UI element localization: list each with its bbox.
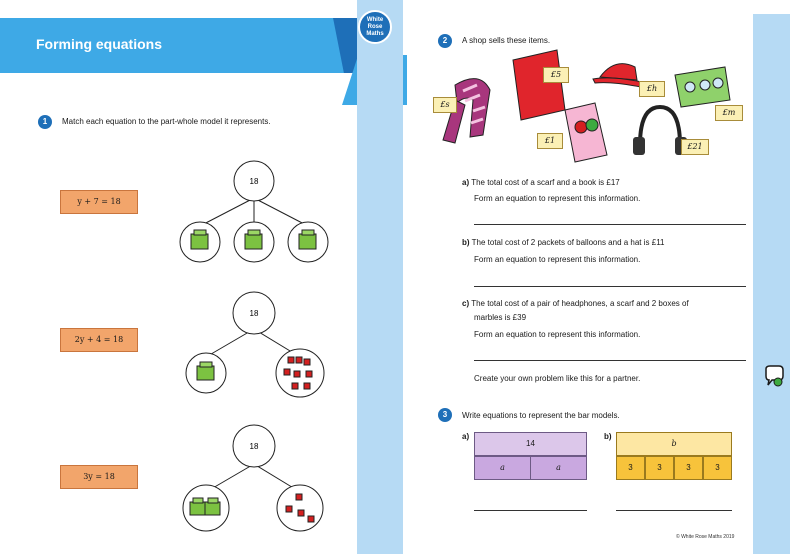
part-circle-red-cubes [277, 485, 323, 531]
copyright-text: © White Rose Maths 2019 [676, 534, 735, 540]
headphones-icon [633, 107, 687, 155]
white-rose-maths-logo: White Rose Maths [358, 10, 392, 44]
question-1-text: Match each equation to the part-whole model it represents. [62, 117, 271, 126]
part-circle [180, 222, 220, 262]
part-a-label: a) The total cost of a scarf and a book is £17 [462, 178, 620, 187]
answer-line-c[interactable] [474, 360, 746, 361]
equation-card-2[interactable]: 2y + 4 = 18 [60, 328, 138, 352]
whole-value-3: 18 [249, 442, 259, 451]
price-tag-balloons: £1 [537, 133, 563, 149]
bar-model-a-cell: a [474, 456, 531, 480]
page-title: Forming equations [36, 36, 162, 52]
bar-model-a-cell: a [530, 456, 587, 480]
part-c-instruction: Form an equation to represent this information. [474, 330, 641, 339]
equation-card-1[interactable]: y + 7 = 18 [60, 190, 138, 214]
part-whole-model-3[interactable] [182, 422, 327, 534]
part-circle-two-cubes [183, 485, 229, 531]
answer-line-a[interactable] [474, 224, 746, 225]
part-a-instruction: Form an equation to represent this information. [474, 194, 641, 203]
part-whole-model-1[interactable] [172, 158, 337, 270]
part-circle [234, 222, 274, 262]
price-tag-scarf: £s [433, 97, 457, 113]
create-problem-text: Create your own problem like this for a partner. [474, 374, 641, 383]
balloons-packet-icon [565, 103, 607, 162]
question-2-number: 2 [438, 34, 452, 48]
part-circle-red-cubes [276, 349, 324, 397]
bar-model-b-total: b [616, 432, 732, 456]
part-circle [186, 353, 226, 393]
bar-model-b-cell: 3 [616, 456, 645, 480]
equation-card-3[interactable]: 3y = 18 [60, 465, 138, 489]
price-tag-marbles: £m [715, 105, 743, 121]
bar-model-b-cell: 3 [674, 456, 703, 480]
bar-model-b-cell: 3 [645, 456, 674, 480]
discussion-icon[interactable] [762, 364, 786, 388]
part-b-label: b) The total cost of 2 packets of balloons and a hat is £11 [462, 238, 665, 247]
price-tag-cap: £h [639, 81, 665, 97]
whole-value-2: 18 [249, 309, 259, 318]
bar-model-b-cell: 3 [703, 456, 732, 480]
bar-a-label: a) [462, 432, 470, 441]
part-c-label: c) The total cost of a pair of headphones, a scarf and 2 boxes of [462, 299, 689, 308]
bar-b-label: b) [604, 432, 612, 441]
price-tag-book: £5 [543, 67, 569, 83]
right-side-strip [753, 14, 790, 554]
part-b-instruction: Form an equation to represent this information. [474, 255, 641, 264]
price-tag-headphones: £21 [681, 139, 709, 155]
answer-line-3b[interactable] [616, 510, 732, 511]
whole-value-1: 18 [249, 177, 259, 186]
bar-model-a-total: 14 [474, 432, 587, 456]
question-1-number: 1 [38, 115, 52, 129]
question-2-text: A shop sells these items. [462, 36, 551, 45]
answer-line-b[interactable] [474, 286, 746, 287]
left-page [0, 0, 360, 554]
part-whole-model-2[interactable] [182, 287, 327, 399]
answer-line-3a[interactable] [474, 510, 587, 511]
question-3-text: Write equations to represent the bar models. [462, 411, 620, 420]
marbles-box-icon [675, 67, 730, 107]
part-c-text-continued: marbles is £39 [474, 313, 527, 322]
question-3-number: 3 [438, 408, 452, 422]
part-circle [288, 222, 328, 262]
shop-items-illustration [425, 45, 755, 170]
page-gutter [357, 0, 403, 554]
book-icon [513, 50, 565, 120]
